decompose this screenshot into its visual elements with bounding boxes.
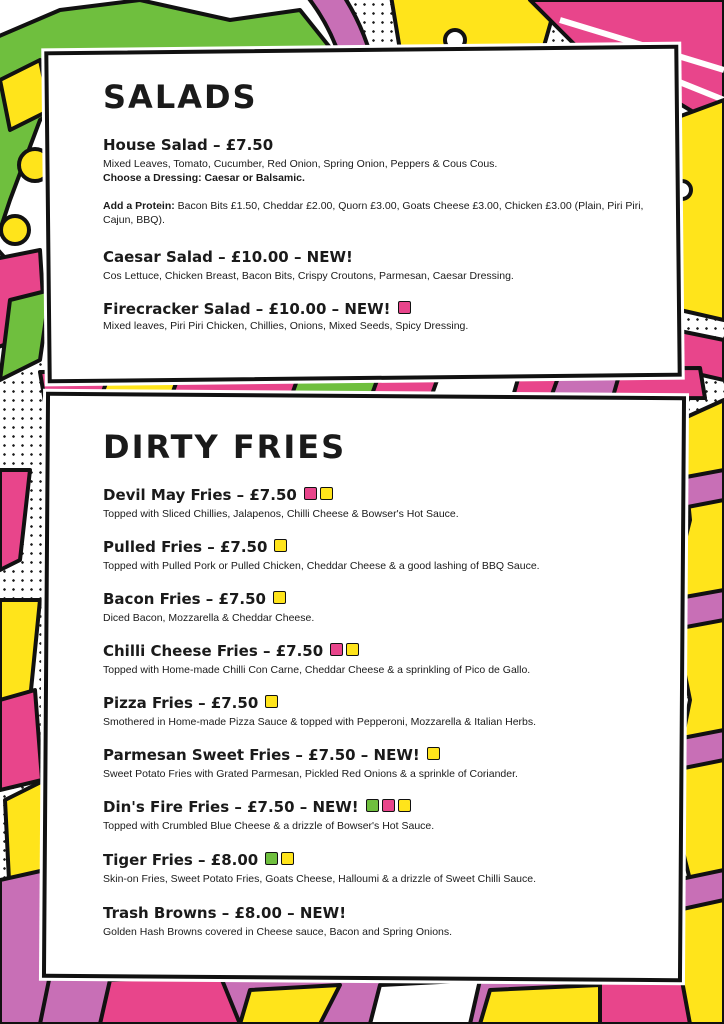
item-description: Topped with Sliced Chillies, Jalapenos, Chilli Cheese & Bowser's Hot Sauce. <box>103 508 459 520</box>
item-description: Mixed Leaves, Tomato, Cucumber, Red Onion, Spring Onion, Peppers & Cous Cous. <box>103 158 498 170</box>
item-name: Firecracker Salad – £10.00 – NEW! <box>103 300 391 318</box>
menu-item-chilli-cheese-fries <box>103 642 663 677</box>
dietary-badges <box>363 798 411 817</box>
item-protein <box>103 199 663 227</box>
menu-item-trash-browns <box>103 904 663 939</box>
dietary-badges <box>395 300 411 319</box>
item-description: Topped with Pulled Pork or Pulled Chicken, Cheddar Cheese & a good lashing of BBQ Sauce. <box>103 560 540 572</box>
item-name: Chilli Cheese Fries – £7.50 <box>103 642 324 660</box>
item-description: Skin-on Fries, Sweet Potato Fries, Goats Cheese, Halloumi & a drizzle of Sweet Chilli Sauce. <box>103 873 537 885</box>
item-description: Smothered in Home-made Pizza Sauce & topped with Pepperoni, Mozzarella & Italian Herbs. <box>103 716 537 728</box>
protein-text: Bacon Bits £1.50, Cheddar £2.00, Quorn £3.00, Goats Cheese £3.00, Chicken £3.00 (Plain, Piri Piri, Cajun, BBQ). <box>103 200 644 226</box>
item-name: Devil May Fries – £7.50 <box>103 486 297 504</box>
dietary-badges <box>271 538 287 557</box>
item-description: Mixed leaves, Piri Piri Chicken, Chillies, Onions, Mixed Seeds, Spicy Dressing. <box>103 320 469 332</box>
menu-item-pulled-fries <box>103 538 663 573</box>
menu-item-caesar-salad <box>103 248 663 283</box>
dietary-badges <box>262 851 294 870</box>
menu-item-parmesan-sweet-fries <box>103 746 663 781</box>
protein-label: Add a Protein: <box>103 200 175 212</box>
item-name: Bacon Fries – £7.50 <box>103 590 266 608</box>
veg-badge-icon <box>366 799 379 812</box>
item-name: Parmesan Sweet Fries – £7.50 – NEW! <box>103 746 420 764</box>
spicy-badge-icon <box>304 487 317 500</box>
veg-badge-icon <box>265 852 278 865</box>
dirty-fries-heading: DIRTY FRIES <box>103 428 347 466</box>
item-description: Topped with Home-made Chilli Con Carne, Cheddar Cheese & a sprinkling of Pico de Gallo. <box>103 664 531 676</box>
cheese-badge-icon <box>281 852 294 865</box>
spicy-badge-icon <box>330 643 343 656</box>
item-name: Pizza Fries – £7.50 <box>103 694 259 712</box>
dietary-badges <box>327 642 359 661</box>
cheese-badge-icon <box>320 487 333 500</box>
spicy-badge-icon <box>382 799 395 812</box>
menu-item-pizza-fries <box>103 694 663 729</box>
dietary-badges <box>301 486 333 505</box>
menu-item-devil-may-fries <box>103 486 663 521</box>
dietary-badges <box>424 746 440 765</box>
item-name: Din's Fire Fries – £7.50 – NEW! <box>103 798 359 816</box>
item-description: Golden Hash Browns covered in Cheese sauce, Bacon and Spring Onions. <box>103 926 453 938</box>
cheese-badge-icon <box>274 539 287 552</box>
cheese-badge-icon <box>346 643 359 656</box>
dirty-fries-panel <box>42 392 686 982</box>
menu-item-tiger-fries <box>103 851 663 886</box>
item-name: Caesar Salad – £10.00 – NEW! <box>103 248 353 266</box>
item-description: Cos Lettuce, Chicken Breast, Bacon Bits, Crispy Croutons, Parmesan, Caesar Dressing. <box>103 270 514 282</box>
item-name: Trash Browns – £8.00 – NEW! <box>103 904 347 922</box>
menu-item-bacon-fries <box>103 590 663 625</box>
cheese-badge-icon <box>273 591 286 604</box>
cheese-badge-icon <box>398 799 411 812</box>
cheese-badge-icon <box>427 747 440 760</box>
menu-item-firecracker-salad <box>103 300 663 333</box>
menu-item-dins-fire-fries <box>103 798 663 833</box>
item-dressing: Choose a Dressing: Caesar or Balsamic. <box>103 172 305 184</box>
item-description: Diced Bacon, Mozzarella & Cheddar Cheese. <box>103 612 315 624</box>
item-description: Sweet Potato Fries with Grated Parmesan, Pickled Red Onions & a sprinkle of Coriander. <box>103 768 518 780</box>
menu-item-house-salad <box>103 136 663 227</box>
item-name: Pulled Fries – £7.50 <box>103 538 268 556</box>
salads-heading: SALADS <box>103 78 258 116</box>
item-description: Topped with Crumbled Blue Cheese & a drizzle of Bowser's Hot Sauce. <box>103 820 435 832</box>
item-name: Tiger Fries – £8.00 <box>103 851 259 869</box>
dietary-badges <box>262 694 278 713</box>
item-name: House Salad – £7.50 <box>103 136 274 154</box>
spicy-badge-icon <box>398 301 411 314</box>
cheese-badge-icon <box>265 695 278 708</box>
dietary-badges <box>270 590 286 609</box>
